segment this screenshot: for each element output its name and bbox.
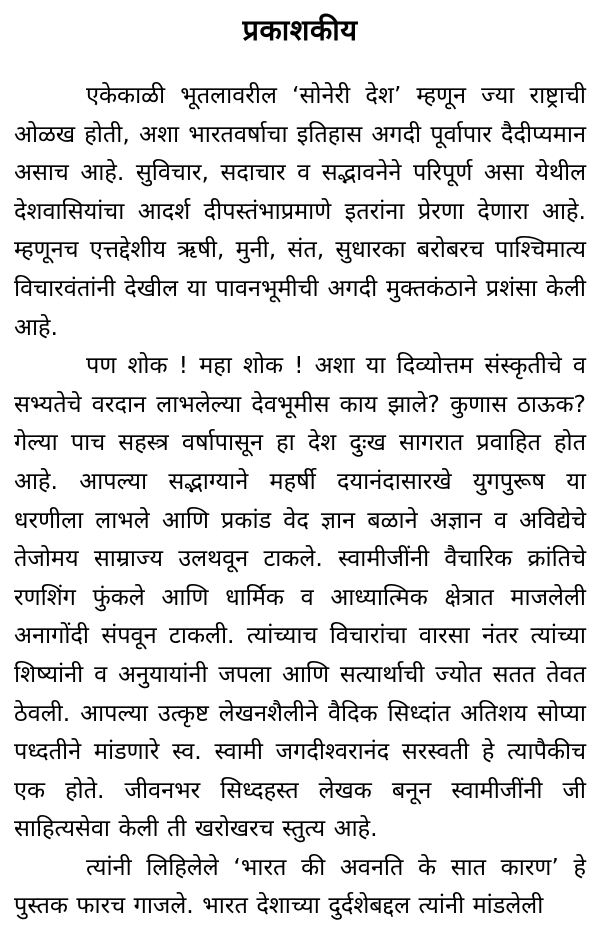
page-title: प्रकाशकीय	[242, 13, 358, 47]
paragraph-2: पण शोक ! महा शोक ! अशा या दिव्योत्तम संस्कृतीचे व सभ्यतेचे वरदान लाभलेल्या देवभूमीस काय झाले? कुणास ठाऊक? गेल्या पाच सहस्त्र वर्षापासून हा देश दुःख सागरात प्रवाहित होत आहे. आपल्या सद्भाग्याने महर्षी दयानंदासारखे युगपुरूष या धरणीला लाभले आणि प्रकांड वेद ज्ञान बळाने अज्ञान व अविद्येचे तेजोमय साम्राज्य उलथवून टाकले. स्वामीजींनी वैचारिक क्रांतिचे रणशिंग फुंकले आणि धार्मिक व आध्यात्मिक क्षेत्रात माजलेली अनागोंदी संपवून टाकली. त्यांच्याच विचारांचा वारसा नंतर त्यांच्या शिष्यांनी व अनुयायांनी जपला आणि सत्यार्थाची ज्योत सतत तेवत ठेवली. आपल्या उत्कृष्ट लेखनशैलीने वैदिक सिध्दांत अतिशय सोप्या पध्दतीने मांडणारे स्व. स्वामी जगदीश्वरानंद सरस्वती हे त्यापैकीच एक होते. जीवनभर सिध्दहस्त लेखक बनून स्वामीजींनी जी साहित्यसेवा केली ती खरोखरच स्तुत्य आहे.	[14, 351, 586, 843]
paragraph-3: त्यांनी लिहिलेले ‘भारत की अवनति के सात कारण’ हे पुस्तक फारच गाजले. भारत देशाच्या दुर्दशेबद्दल त्यांनी मांडलेली	[14, 852, 586, 920]
paragraph-1: एकेकाळी भूतलावरील ‘सोनेरी देश’ म्हणून ज्या राष्ट्राची ओळख होती, अशा भारतवर्षाचा इतिहास अगदी पूर्वापार दैदीप्यमान असाच आहे. सुविचार, सदाचार व सद्भावनेने परिपूर्ण असा येथील देशवासियांचा आदर्श दीपस्तंभाप्रमाणे इतरांना प्रेरणा देणारा आहे. म्हणूनच एत्तद्देशीय ऋषी, मुनी, संत, सुधारका बरोबरच पाश्चिमात्य विचारवंतांनी देखील या पावनभूमीची अगदी मुक्तकंठाने प्रशंसा केली आहे.	[14, 81, 586, 341]
